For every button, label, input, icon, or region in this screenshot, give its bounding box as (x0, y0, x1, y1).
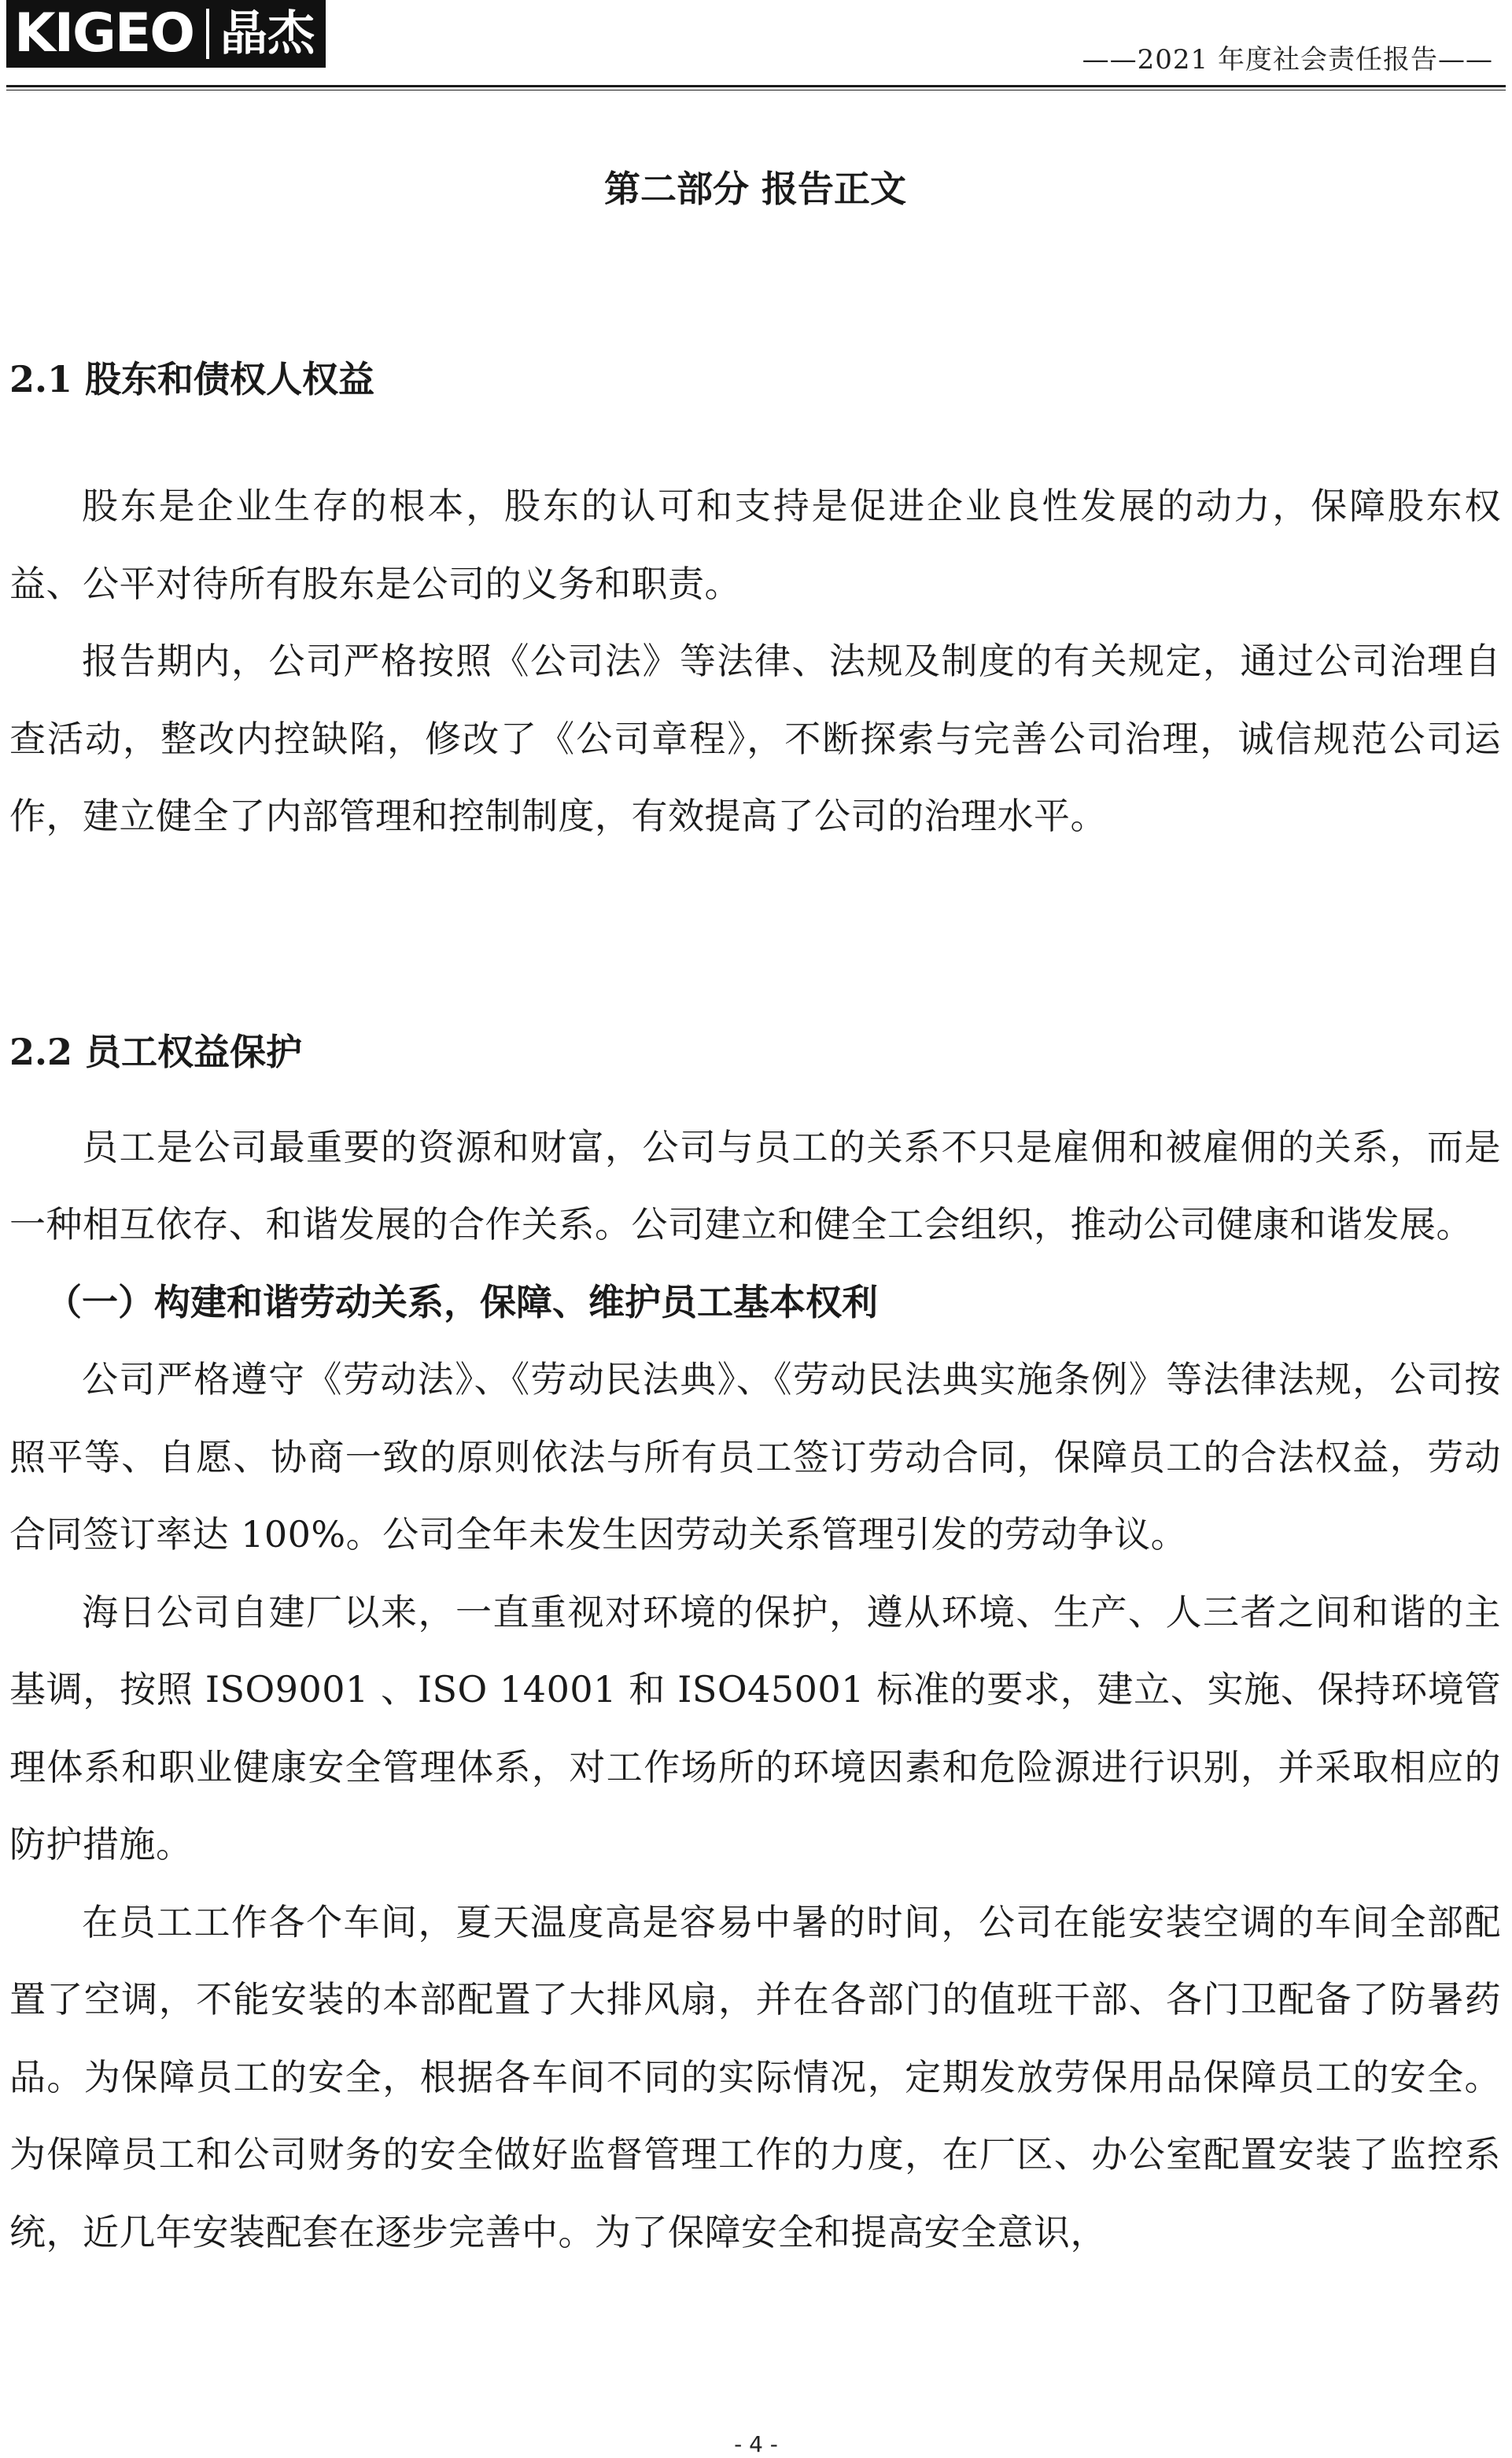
logo-chinese-text: 晶杰 (220, 6, 315, 61)
section-title-2-1: 2.1 股东和债权人权益 (9, 358, 375, 400)
paragraph: 在员工工作各个车间，夏天温度高是容易中暑的时间，公司在能安装空调的车间全部配置了空调，不能安装的本部配置了大排风扇，并在各部门的值班干部、各门卫配备了防暑药品。为保障员工的安全，根据各车间不同的实际情况，定期发放劳保用品保障员工的安全。为保障员工和公司财务的安全做好监督管理工作的力度，在厂区、办公室配置安装了监控系统，近几年安装配套在逐步完善中。为了保障安全和提高安全意识， (9, 1900, 1501, 2253)
section-title-2-2: 2.2 员工权益保护 (9, 1030, 303, 1073)
page-header (0, 0, 1512, 94)
paragraph: 报告期内，公司严格按照《公司法》等法律、法规及制度的有关规定，通过公司治理自查活动，整改内控缺陷，修改了《公司章程》，不断探索与完善公司治理，诚信规范公司运作，建立健全了内部管理和控制制度，有效提高了公司的治理水平。 (9, 640, 1501, 837)
paragraph: 股东是企业生存的根本，股东的认可和支持是促进企业良性发展的动力，保障股东权益、公平对待所有股东是公司的义务和职责。 (9, 485, 1501, 605)
part-title: 第二部分 报告正文 (603, 168, 906, 210)
logo-latin-text: KIGEO (14, 2, 194, 65)
paragraph: 员工是公司最重要的资源和财富，公司与员工的关系不只是雇佣和被雇佣的关系，而是一种相互依存、和谐发展的合作关系。公司建立和健全工会组织，推动公司健康和谐发展。 (9, 1125, 1501, 1246)
header-rule (6, 85, 1506, 87)
company-logo (6, 0, 326, 68)
report-title: ——2021 年度社会责任报告—— (1082, 44, 1493, 76)
document-body (9, 149, 1501, 2271)
paragraph: 公司严格遵守《劳动法》、《劳动民法典》、《劳动民法典实施条例》等法律法规，公司按照平等、自愿、协商一致的原则依法与所有员工签订劳动合同，保障员工的合法权益，劳动合同签订率达 100%。公司全年未发生因劳动关系管理引发的劳动争议。 (9, 1358, 1501, 1556)
page-number: - 4 - (734, 2431, 778, 2457)
logo-divider (206, 9, 209, 59)
subheading: （一）构建和谐劳动关系，保障、维护员工基本权利 (46, 1280, 878, 1323)
paragraph: 海日公司自建厂以来，一直重视对环境的保护，遵从环境、生产、人三者之间和谐的主基调，按照 ISO9001 、ISO 14001 和 ISO45001 标准的要求，建立、实施、保持环境管理体系和职业健康安全管理体系，对工作场所的环境因素和危险源进行识别，并采取相应的防护措施。 (9, 1590, 1501, 1866)
